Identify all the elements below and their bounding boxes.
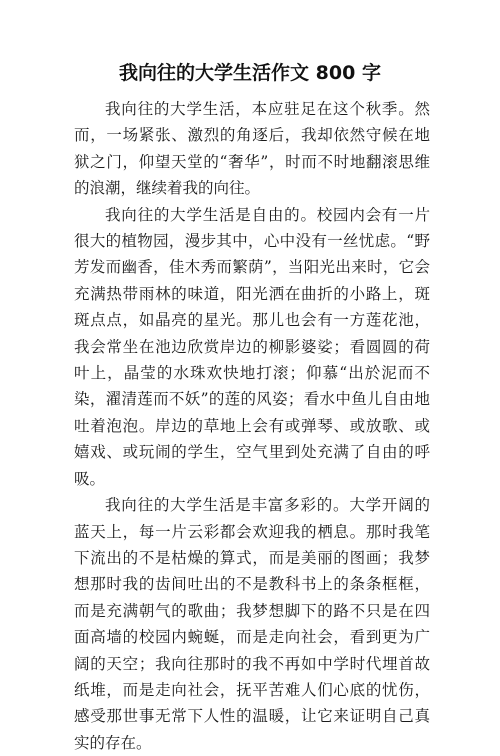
document-body <box>74 96 430 756</box>
paragraph-1: 我向往的大学生活，本应驻足在这个秋季。然而，一场紧张、激烈的角逐后，我却依然守候在地狱之门，仰望天堂的“奢华”，时而不时地翻滚思维的浪潮，继续着我的向往。 <box>74 100 430 198</box>
paragraph-3: 我向往的大学生活是丰富多彩的。大学开阔的蓝天上，每一片云彩都会欢迎我的栖息。那时我笔下流出的不是枯燥的算式，而是美丽的图画；我梦想那时我的齿间吐出的不是教科书上的条条框框，而是充满朝气的歌曲；我梦想脚下的路不只是在四面高墙的校园内蜿蜒，而是走向社会，看到更为广阔的天空；我向往那时的我不再如中学时代埋首故纸堆，而是走向社会，抚平苦难人们心底的忧伤，感受那世事无常下人性的温暖，让它来证明自己真实的存在。 <box>74 496 430 752</box>
document-title: 我向往的大学生活作文 800 字 <box>119 62 381 84</box>
paragraph-2: 我向往的大学生活是自由的。校园内会有一片很大的植物园，漫步其中，心中没有一丝忧虑。“野芳发而幽香，佳木秀而繁荫”，当阳光出来时，它会充满热带雨林的味道，阳光洒在曲折的小路上，斑斑点点，如晶亮的星光。那儿也会有一方莲花池，我会常坐在池边欣赏岸边的柳影婆娑；看圆圆的荷叶上，晶莹的水珠欢快地打滚；仰慕“出於泥而不染，濯清莲而不妖”的莲的风姿；看水中鱼儿自由地吐着泡泡。岸边的草地上会有或弹琴、或放歌、或嬉戏、或玩闹的学生，空气里到处充满了自由的呼吸。 <box>74 205 430 488</box>
